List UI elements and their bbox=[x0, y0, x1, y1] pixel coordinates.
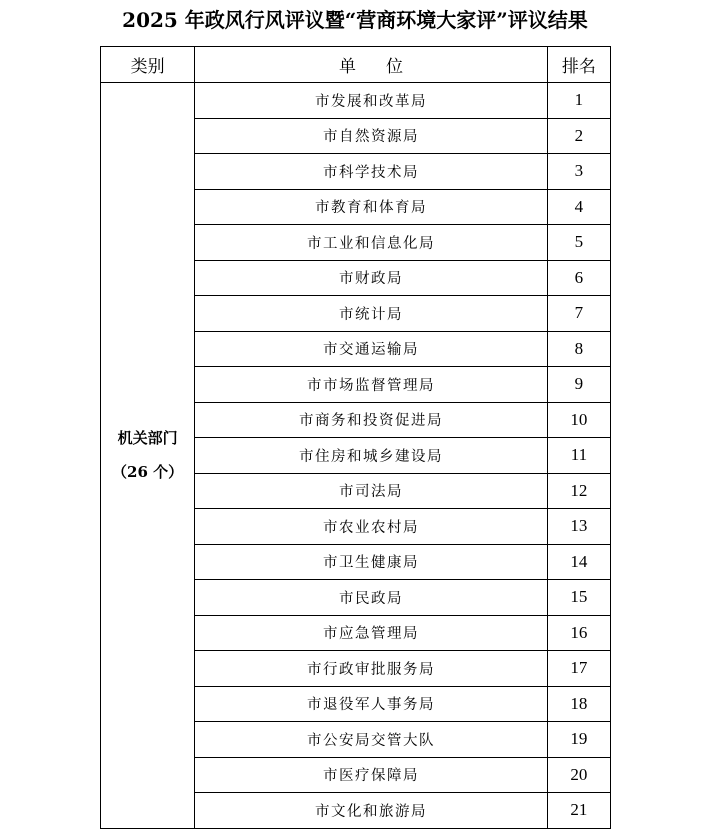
unit-name-cell: 市民政局 bbox=[195, 580, 548, 616]
unit-name-cell: 市应急管理局 bbox=[195, 615, 548, 651]
unit-name-cell: 市统计局 bbox=[195, 296, 548, 332]
rank-cell: 5 bbox=[547, 225, 610, 261]
rank-cell: 19 bbox=[547, 722, 610, 758]
rank-cell: 1 bbox=[547, 83, 610, 119]
rank-cell: 13 bbox=[547, 509, 610, 545]
unit-name-cell: 市工业和信息化局 bbox=[195, 225, 548, 261]
rank-cell: 14 bbox=[547, 544, 610, 580]
rank-cell: 18 bbox=[547, 686, 610, 722]
unit-name-cell: 市住房和城乡建设局 bbox=[195, 438, 548, 474]
category-cell bbox=[101, 83, 195, 829]
rank-cell: 21 bbox=[547, 793, 610, 829]
header-category: 类别 bbox=[101, 47, 195, 83]
rank-cell: 16 bbox=[547, 615, 610, 651]
unit-name-cell: 市科学技术局 bbox=[195, 154, 548, 190]
unit-name-cell: 市商务和投资促进局 bbox=[195, 402, 548, 438]
rank-cell: 4 bbox=[547, 189, 610, 225]
document-title: 2025 年政风行风评议暨“营商环境大家评”评议结果 bbox=[122, 8, 588, 32]
results-table bbox=[100, 46, 611, 829]
unit-name-cell: 市公安局交管大队 bbox=[195, 722, 548, 758]
unit-name-cell: 市发展和改革局 bbox=[195, 83, 548, 119]
header-unit-label: 单位 bbox=[339, 57, 434, 77]
unit-name-cell: 市农业农村局 bbox=[195, 509, 548, 545]
table-row bbox=[101, 83, 611, 119]
rank-cell: 17 bbox=[547, 651, 610, 687]
rank-cell: 2 bbox=[547, 118, 610, 154]
header-rank: 排名 bbox=[547, 47, 610, 83]
unit-name-cell: 市市场监督管理局 bbox=[195, 367, 548, 403]
unit-name-cell: 市财政局 bbox=[195, 260, 548, 296]
unit-name-cell: 市医疗保障局 bbox=[195, 757, 548, 793]
header-unit bbox=[195, 47, 548, 83]
rank-cell: 20 bbox=[547, 757, 610, 793]
rank-cell: 9 bbox=[547, 367, 610, 403]
rank-cell: 12 bbox=[547, 473, 610, 509]
table-body bbox=[101, 83, 611, 829]
category-name: 机关部门 bbox=[117, 429, 178, 448]
unit-name-cell: 市交通运输局 bbox=[195, 331, 548, 367]
unit-name-cell: 市司法局 bbox=[195, 473, 548, 509]
rank-cell: 10 bbox=[547, 402, 610, 438]
rank-cell: 6 bbox=[547, 260, 610, 296]
category-count: （26 个） bbox=[112, 463, 184, 482]
unit-name-cell: 市退役军人事务局 bbox=[195, 686, 548, 722]
unit-name-cell: 市卫生健康局 bbox=[195, 544, 548, 580]
unit-name-cell: 市行政审批服务局 bbox=[195, 651, 548, 687]
rank-cell: 7 bbox=[547, 296, 610, 332]
rank-cell: 8 bbox=[547, 331, 610, 367]
rank-cell: 15 bbox=[547, 580, 610, 616]
header-row bbox=[101, 47, 611, 83]
unit-name-cell: 市教育和体育局 bbox=[195, 189, 548, 225]
unit-name-cell: 市文化和旅游局 bbox=[195, 793, 548, 829]
rank-cell: 11 bbox=[547, 438, 610, 474]
unit-name-cell: 市自然资源局 bbox=[195, 118, 548, 154]
rank-cell: 3 bbox=[547, 154, 610, 190]
